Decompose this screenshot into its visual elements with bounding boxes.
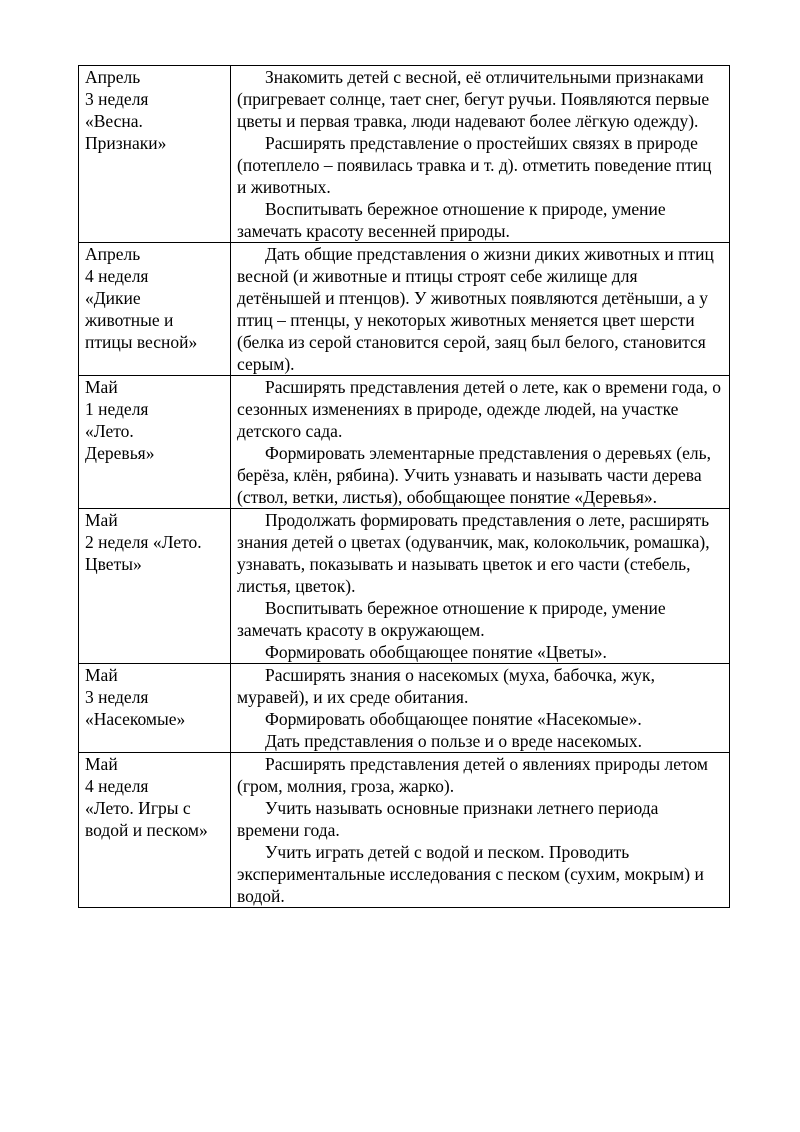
period-line: Апрель [85, 244, 141, 264]
period-line: водой и песком» [85, 820, 208, 840]
period-cell [79, 376, 231, 509]
table-row [79, 509, 730, 664]
period-line: животные и [85, 310, 174, 330]
period-line: Май [85, 377, 118, 397]
period-line: Май [85, 754, 118, 774]
content-paragraph: Воспитывать бережное отношение к природе, умение замечать красоту весенней природы. [237, 199, 666, 241]
period-line: «Весна. [85, 111, 143, 131]
period-cell [79, 664, 231, 753]
table-row [79, 376, 730, 509]
period-line: Признаки» [85, 133, 167, 153]
period-line: Цветы» [85, 554, 142, 574]
content-paragraph: Формировать элементарные представления о деревьях (ель, берёза, клён, рябина). Учить узнавать и называть части дерева (ствол, ветки, листья), обобщающее понятие «Деревья». [237, 443, 711, 507]
period-line: «Лето. [85, 421, 134, 441]
content-paragraph: Расширять знания о насекомых (муха, бабочка, жук, муравей), и их среде обитания. [237, 665, 655, 707]
content-cell [231, 509, 730, 664]
content-paragraph: Учить играть детей с водой и песком. Проводить экспериментальные исследования с песком (сухим, мокрым) и водой. [237, 842, 704, 906]
content-cell [231, 376, 730, 509]
content-paragraph: Дать общие представления о жизни диких животных и птиц весной (и животные и птицы строят себе жилище для детёнышей и птенцов). У животных появляются детёныши, а у птиц – птенцы, у некоторых животных меняется цвет шерсти (белка из серой становится серой, заяц был белого, становится серым). [237, 244, 714, 374]
table-row [79, 664, 730, 753]
table-row [79, 753, 730, 908]
period-line: 3 неделя [85, 687, 149, 707]
table-body [79, 66, 730, 908]
thematic-plan-table [78, 65, 730, 908]
period-line: «Лето. Игры с [85, 798, 191, 818]
period-line: 3 неделя [85, 89, 149, 109]
content-paragraph: Воспитывать бережное отношение к природе, умение замечать красоту в окружающем. [237, 598, 666, 640]
content-cell [231, 753, 730, 908]
content-cell [231, 664, 730, 753]
period-line: 4 неделя [85, 266, 149, 286]
content-paragraph: Расширять представление о простейших связях в природе (потеплело – появилась травка и т. д). отметить поведение птиц и животных. [237, 133, 712, 197]
content-paragraph: Знакомить детей с весной, её отличительными признаками (пригревает солнце, тает снег, бегут ручьи. Появляются первые цветы и первая травка, люди надевают более лёгкую одежду). [237, 67, 710, 131]
content-paragraph: Учить называть основные признаки летнего периода времени года. [237, 798, 659, 840]
period-line: Апрель [85, 67, 141, 87]
period-line: «Насекомые» [85, 709, 186, 729]
period-cell [79, 243, 231, 376]
period-line: «Дикие [85, 288, 141, 308]
period-line: птицы весной» [85, 332, 198, 352]
table-row [79, 243, 730, 376]
content-paragraph: Формировать обобщающее понятие «Цветы». [265, 642, 607, 662]
period-cell [79, 509, 231, 664]
period-line: Деревья» [85, 443, 155, 463]
period-line: 2 неделя «Лето. [85, 532, 202, 552]
content-paragraph: Дать представления о пользе и о вреде насекомых. [265, 731, 643, 751]
period-line: 1 неделя [85, 399, 149, 419]
period-line: Май [85, 665, 118, 685]
content-paragraph: Продолжать формировать представления о лете, расширять знания детей о цветах (одуванчик, мак, колокольчик, ромашка), узнавать, показывать и называть цветок и его части (стебель, листья, цветок). [237, 510, 710, 596]
period-line: Май [85, 510, 118, 530]
period-cell [79, 66, 231, 243]
content-paragraph: Расширять представления детей о лете, как о времени года, о сезонных изменениях в природе, одежде людей, на участке детского сада. [237, 377, 722, 441]
content-paragraph: Формировать обобщающее понятие «Насекомые». [265, 709, 642, 729]
table-row [79, 66, 730, 243]
period-cell [79, 753, 231, 908]
content-paragraph: Расширять представления детей о явлениях природы летом (гром, молния, гроза, жарко). [237, 754, 708, 796]
period-line: 4 неделя [85, 776, 149, 796]
content-cell [231, 243, 730, 376]
content-cell [231, 66, 730, 243]
